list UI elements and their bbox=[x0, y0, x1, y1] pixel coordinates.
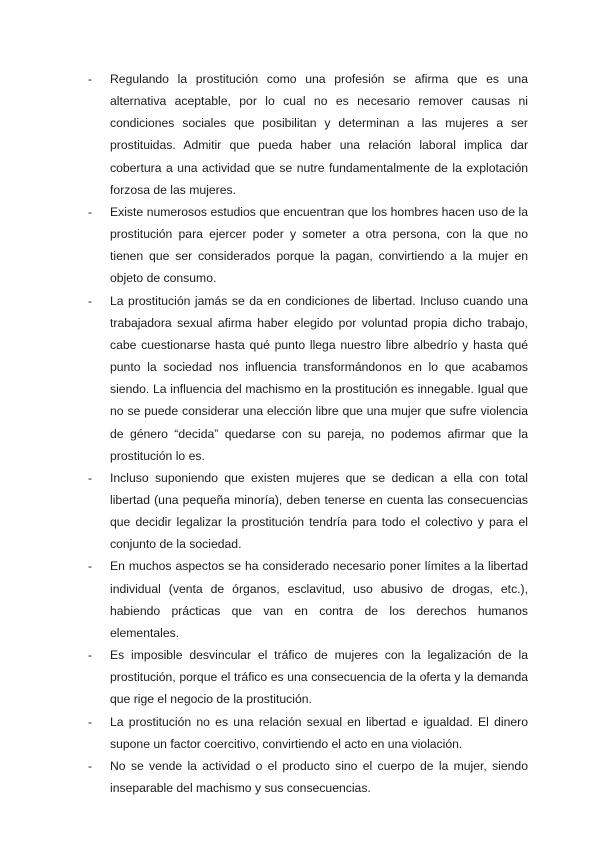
list-item-text: La prostitución jamás se da en condiciones de libertad. Incluso cuando una trabajadora sexual afirma haber elegido por voluntad propia dicho trabajo, cabe cuestionarse hasta qué punto llega nuestro libre albedrío y hasta qué punto la sociedad nos influencia transformándonos en lo que acabamos siendo. La influencia del machismo en la prostitución es innegable. Igual que no se puede considerar una elección libre que una mujer que sufre violencia de género “decida” quedarse con su pareja, no podemos afirmar que la prostitución lo es. bbox=[110, 293, 528, 463]
list-item-text: Incluso suponiendo que existen mujeres que se dedican a ella con total libertad (una pequeña minoría), deben tenerse en cuenta las consecuencias que decidir legalizar la prostitución tendría para todo el colectivo y para el conjunto de la sociedad. bbox=[110, 470, 528, 552]
list-item-text: Existe numerosos estudios que encuentran que los hombres hacen uso de la prostitución para ejercer poder y someter a otra persona, con la que no tienen que ser considerados porque la pagan, convirtiendo a la mujer en objeto de consumo. bbox=[110, 204, 528, 286]
list-item bbox=[88, 711, 528, 755]
bullet-dash: - bbox=[88, 293, 93, 308]
list-item bbox=[88, 467, 528, 556]
bullet-dash: - bbox=[88, 714, 93, 729]
bullet-dash: - bbox=[88, 758, 93, 773]
argument-list bbox=[88, 68, 528, 799]
bullet-dash: - bbox=[88, 559, 93, 574]
list-item bbox=[88, 644, 528, 710]
list-item-text: No se vende la actividad o el producto sino el cuerpo de la mujer, siendo inseparable del machismo y sus consecuencias. bbox=[110, 758, 528, 795]
list-item bbox=[88, 755, 528, 799]
list-item bbox=[88, 68, 528, 201]
list-item bbox=[88, 290, 528, 467]
list-item-text: La prostitución no es una relación sexual en libertad e igualdad. El dinero supone un factor coercitivo, convirtiendo el acto en una violación. bbox=[110, 714, 528, 751]
list-item-text: Es imposible desvincular el tráfico de mujeres con la legalización de la prostitución, porque el tráfico es una consecuencia de la oferta y la demanda que rige el negocio de la prostitución. bbox=[110, 648, 528, 707]
bullet-dash: - bbox=[88, 648, 93, 663]
list-item bbox=[88, 555, 528, 644]
list-item bbox=[88, 201, 528, 290]
list-item-text: Regulando la prostitución como una profesión se afirma que es una alternativa aceptable, por lo cual no es necesario remover causas ni condiciones sociales que posibilitan y determinan a las mujeres a ser prostituidas. Admitir que pueda haber una relación laboral implica dar cobertura a una actividad que se nutre fundamentalmente de la explotación forzosa de las mujeres. bbox=[110, 72, 528, 197]
bullet-dash: - bbox=[88, 470, 93, 485]
bullet-dash: - bbox=[88, 204, 93, 219]
bullet-dash: - bbox=[88, 72, 93, 86]
list-item-text: En muchos aspectos se ha considerado necesario poner límites a la libertad individual (venta de órganos, esclavitud, uso abusivo de drogas, etc.), habiendo prácticas que van en contra de los derechos humanos elementales. bbox=[110, 559, 528, 640]
